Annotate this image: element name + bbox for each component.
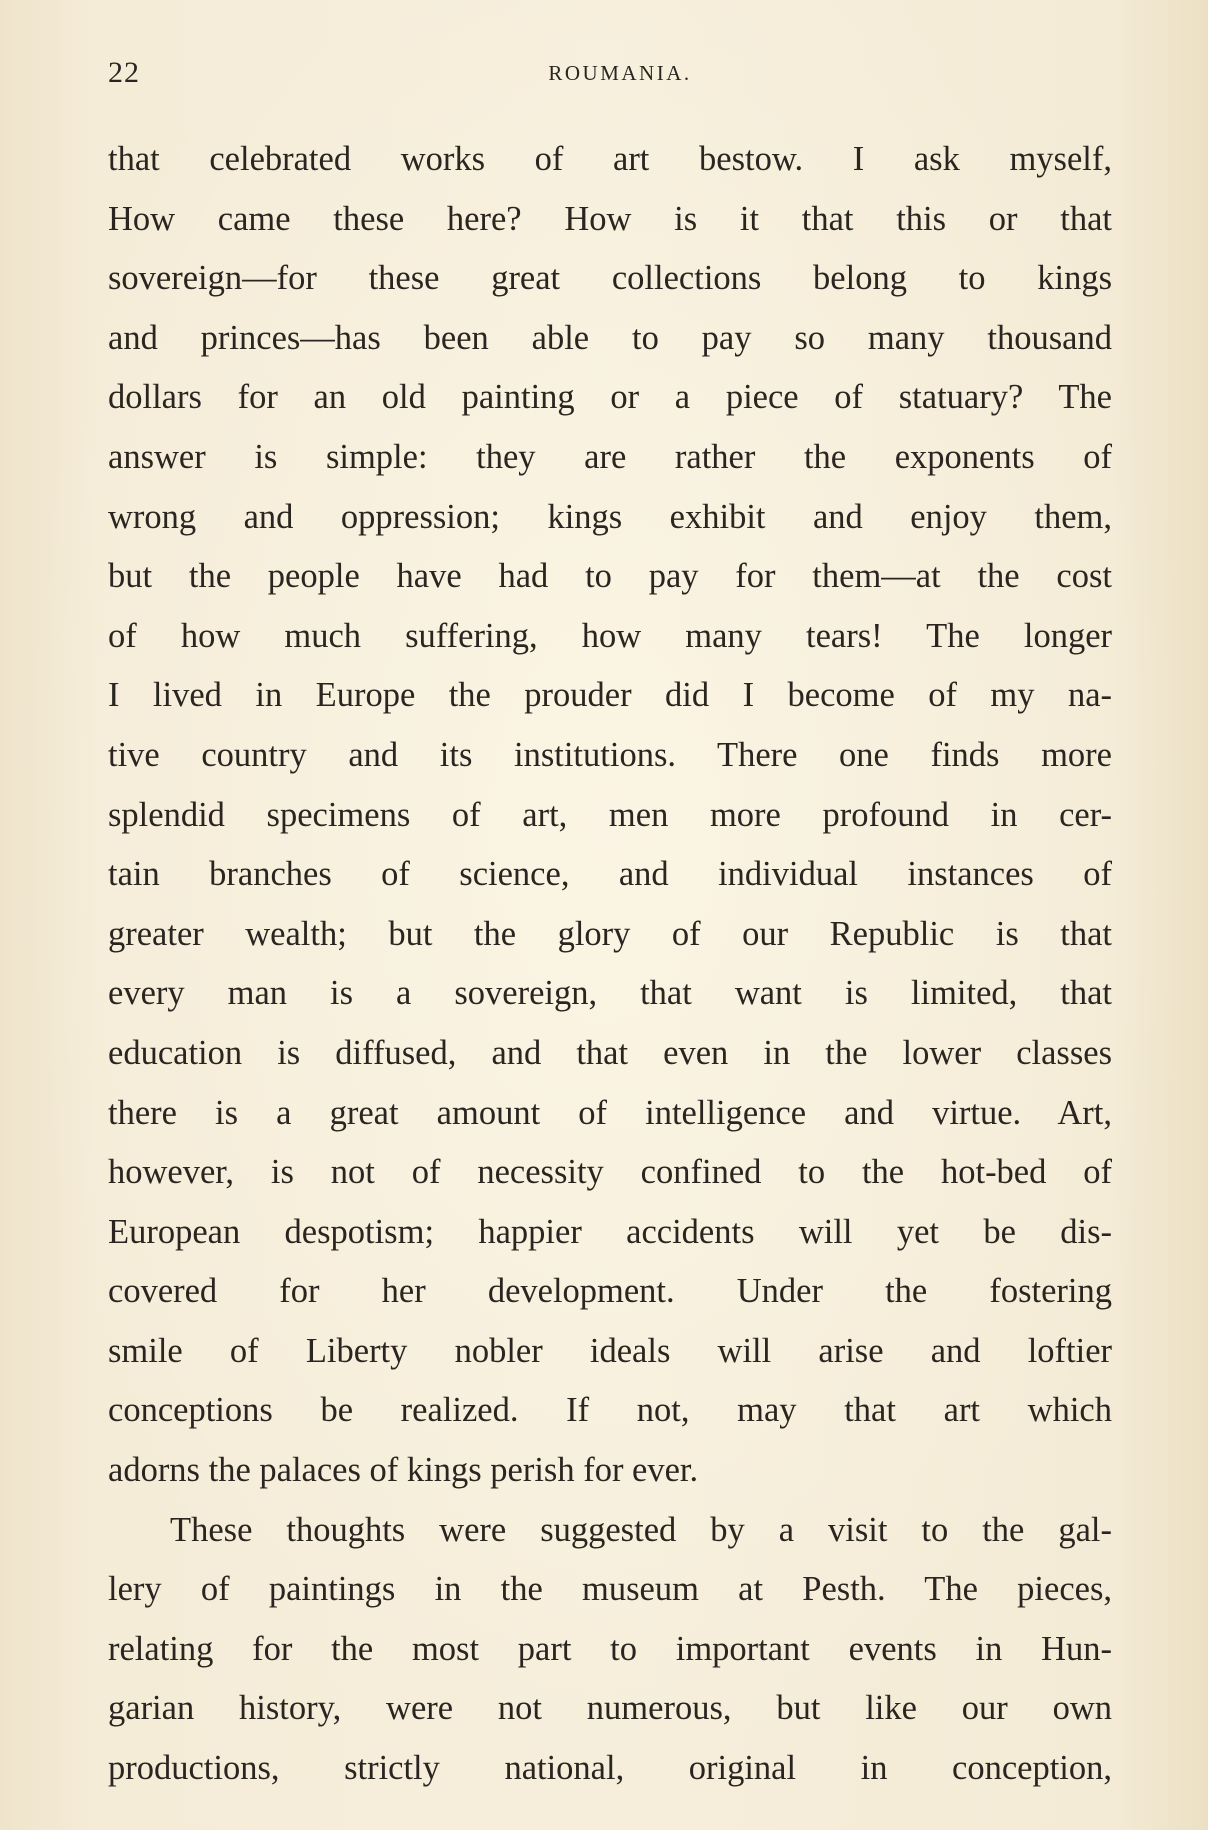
text-line: covered for her development. Under the fostering <box>108 1272 1112 1311</box>
text-line: How came these here? How is it that this or that <box>108 199 1112 238</box>
running-head: ROUMANIA. <box>548 61 692 85</box>
text-line: tive country and its institutions. There one finds more <box>108 735 1112 774</box>
text-line: European despotism; happier accidents will yet be dis- <box>108 1212 1112 1251</box>
text-line: and princes—has been able to pay so many thousand <box>108 318 1112 357</box>
text-line: that celebrated works of art bestow. I ask myself, <box>108 140 1112 178</box>
text-line: sovereign—for these great collections belong to kings <box>108 259 1112 298</box>
text-line: tain branches of science, and individual instances of <box>108 855 1112 894</box>
text-line: answer is simple: they are rather the exponents of <box>108 437 1112 476</box>
text-line: conceptions be realized. If not, may that art which <box>108 1391 1112 1430</box>
text-line: splendid specimens of art, men more profound in cer- <box>108 795 1112 834</box>
text-line: but the people have had to pay for them—at the cost <box>108 557 1112 596</box>
text-line: smile of Liberty nobler ideals will arise and loftier <box>108 1331 1112 1370</box>
page-header <box>108 50 1112 96</box>
text-line: dollars for an old painting or a piece of statuary? The <box>108 378 1112 417</box>
text-line: greater wealth; but the glory of our Republic is that <box>108 914 1112 953</box>
text-line: productions, strictly national, original in conception, <box>108 1749 1112 1788</box>
text-line: I lived in Europe the prouder did I become of my na- <box>108 676 1112 715</box>
text-line: however, is not of necessity confined to the hot-bed of <box>108 1153 1112 1192</box>
text-line: relating for the most part to important events in Hun- <box>108 1629 1112 1668</box>
text-line: education is diffused, and that even in the lower classes <box>108 1033 1112 1072</box>
paragraph-start-line: These thoughts were suggested by a visit to the gal- <box>170 1510 1112 1549</box>
text-line: garian history, were not numerous, but like our own <box>108 1689 1112 1728</box>
text-line: every man is a sovereign, that want is limited, that <box>108 974 1112 1013</box>
page-number: 22 <box>108 56 140 89</box>
body-text <box>108 130 1112 1799</box>
text-line: of how much suffering, how many tears! The longer <box>108 616 1112 655</box>
paragraph-end-line: adorns the palaces of kings perish for ever. <box>108 1451 699 1490</box>
text-line: there is a great amount of intelligence and virtue. Art, <box>108 1093 1112 1132</box>
text-line: wrong and oppression; kings exhibit and enjoy them, <box>108 497 1112 536</box>
text-line: lery of paintings in the museum at Pesth. The pieces, <box>108 1570 1112 1609</box>
